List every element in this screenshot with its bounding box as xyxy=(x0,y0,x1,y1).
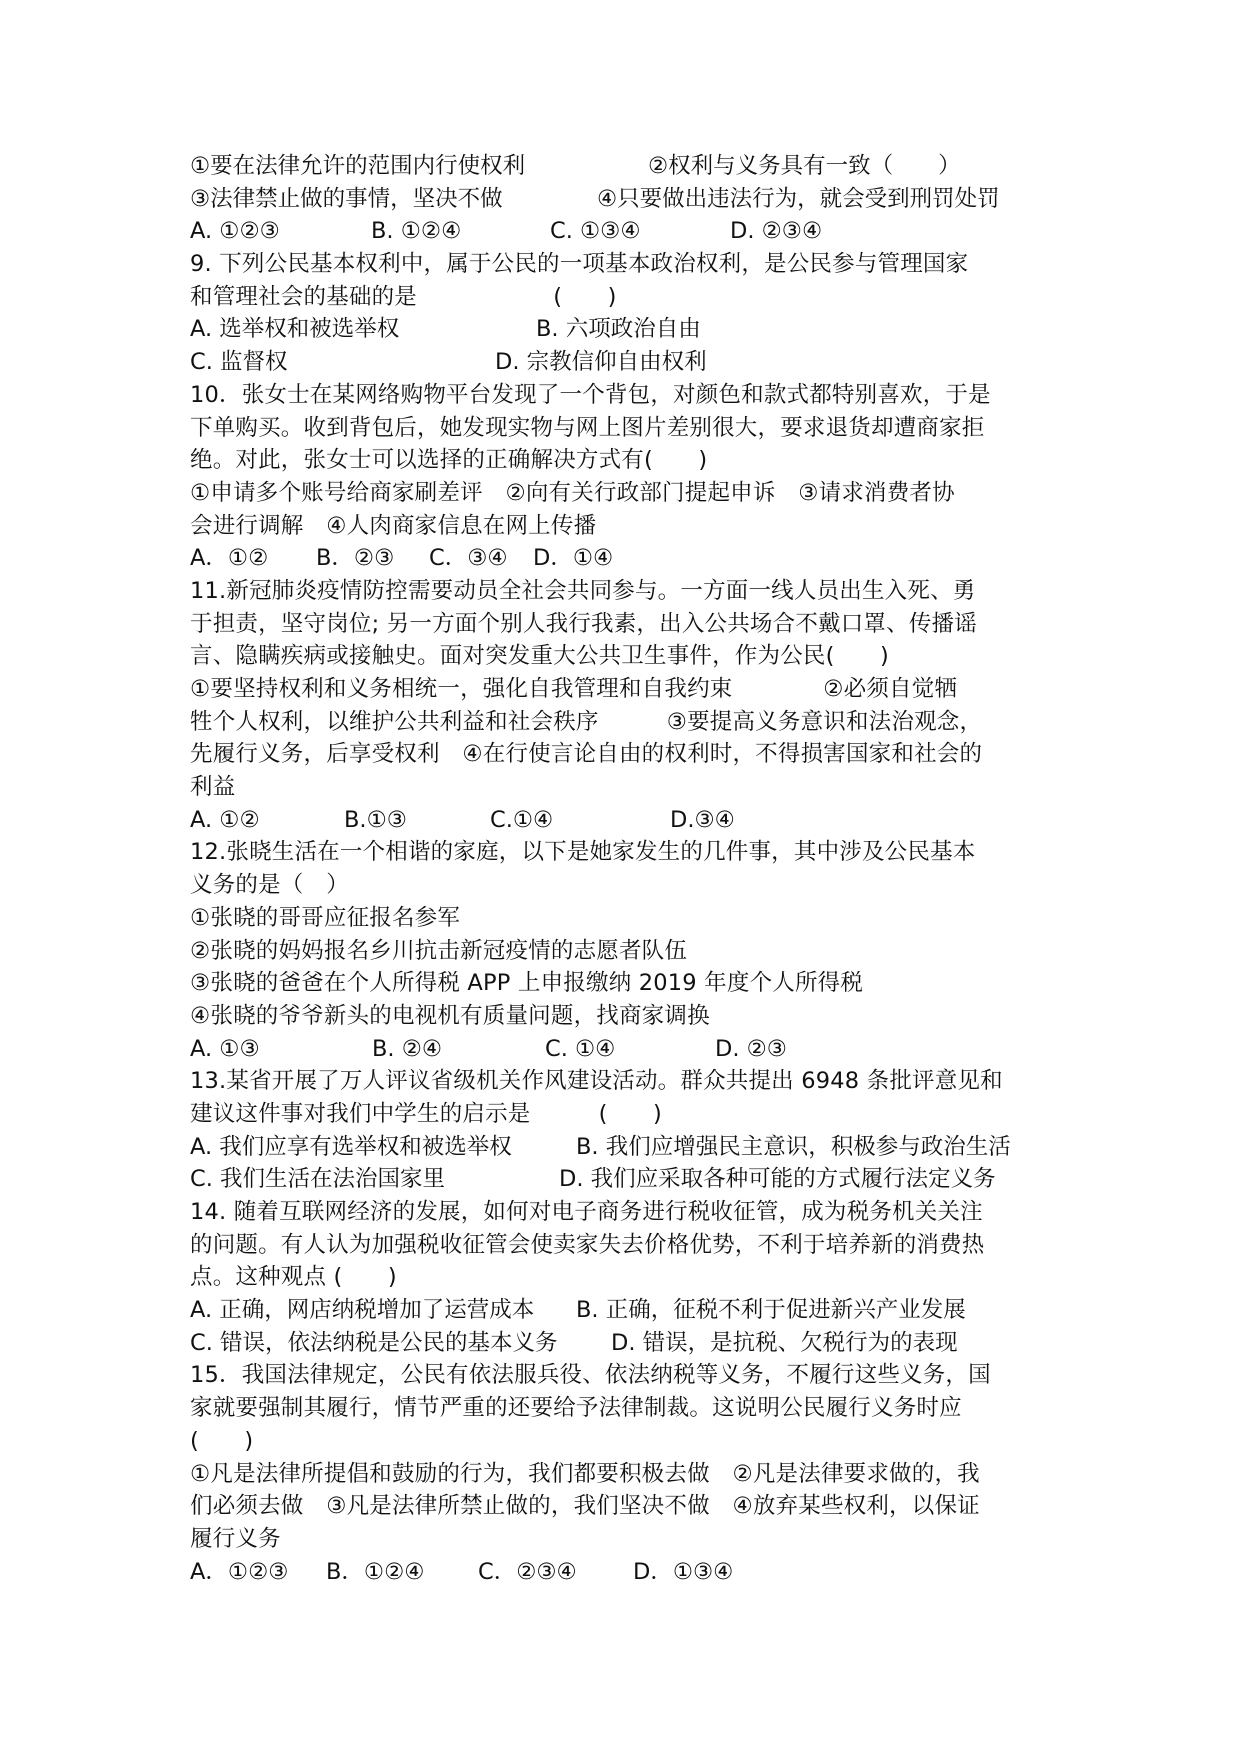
q14-choice-b: B. 正确，征税不利于促进新兴产业发展 xyxy=(576,1297,966,1324)
q11-options-line-4: 利益 xyxy=(190,774,236,801)
q13-choice-d: D. 我们应采取各种可能的方式履行法定义务 xyxy=(559,1166,996,1193)
q15-options-line-2: 们必须去做 ③凡是法律所禁止做的，我们坚决不做 ④放弃某些权利，以保证 xyxy=(190,1493,980,1520)
q9-stem-line-2: 和管理社会的基础的是 ( ) xyxy=(190,283,617,310)
q11-stem-line-3: 言、隐瞒疾病或接触史。面对突发重大公共卫生事件，作为公民( ) xyxy=(190,643,889,670)
q14-stem-line-1: 14. 随着互联网经济的发展，如何对电子商务进行税收征管，成为税务机关关注 xyxy=(190,1199,983,1225)
q11-choices xyxy=(190,804,1070,837)
q11-choice-a: A. ①② xyxy=(190,806,260,833)
q11-choice-b: B.①③ xyxy=(344,806,407,833)
q14-choice-d: D. 错误，是抗税、欠税行为的表现 xyxy=(611,1329,958,1356)
q11-choice-c: C.①④ xyxy=(490,806,554,833)
q11-options-line-2: 牲个人权利，以维护公共利益和社会秩序 ③要提高义务意识和法治观念， xyxy=(190,708,983,735)
q8-options-row-2 xyxy=(190,183,1070,216)
q12-option-2: ②张晓的妈妈报名乡川抗击新冠疫情的志愿者队伍 xyxy=(190,937,688,964)
q12-option-3: ③张晓的爸爸在个人所得税 APP 上申报缴纳 2019 年度个人所得税 xyxy=(190,970,864,997)
q12-option-4: ④张晓的爷爷新头的电视机有质量问题，找商家调换 xyxy=(190,1002,710,1029)
q10-stem-line-1: 10．张女士在某网络购物平台发现了一个背包，对颜色和款式都特别喜欢，于是 xyxy=(190,381,991,408)
q8-option-1: ①要在法律允许的范围内行使权利 xyxy=(190,153,526,179)
q12-stem-line-2: 义务的是（ ） xyxy=(190,872,349,899)
q10-choice-c: C．③④ xyxy=(429,545,508,572)
q13-choice-b: B. 我们应增强民主意识，积极参与政治生活 xyxy=(576,1133,1011,1160)
q9-choice-d: D. 宗教信仰自由权利 xyxy=(495,349,707,376)
q15-options-line-3: 履行义务 xyxy=(190,1525,281,1552)
q8-choice-d: D. ②③④ xyxy=(730,218,823,245)
q9-stem-line-1: 9. 下列公民基本权利中，属于公民的一项基本政治权利，是公民参与管理国家 xyxy=(190,251,969,278)
q14-choice-a: A. 正确，网店纳税增加了运营成本 xyxy=(190,1297,535,1324)
q14-choices-row-1 xyxy=(190,1294,1070,1327)
q15-choice-a: A．①②③ xyxy=(190,1558,289,1585)
q14-stem-line-2: 的问题。有人认为加强税收征管会使卖家失去价格优势，不利于培养新的消费热 xyxy=(190,1231,985,1258)
q15-stem-line-2: 家就要强制其履行，情节严重的还要给予法律制裁。这说明公民履行义务时应 xyxy=(190,1395,962,1422)
q15-choices xyxy=(190,1556,1070,1589)
q8-option-3: ③法律禁止做的事情，坚决不做 xyxy=(190,185,503,212)
q15-choice-d: D．①③④ xyxy=(633,1558,734,1585)
q9-choices-row-1 xyxy=(190,313,1070,346)
q10-options-line-1: ①申请多个账号给商家刷差评 ②向有关行政部门提起申诉 ③请求消费者协 xyxy=(190,479,955,506)
q10-stem-line-3: 绝。对此，张女士可以选择的正确解决方式有( ) xyxy=(190,447,708,474)
q11-options-line-3: 先履行义务，后享受权利 ④在行使言论自由的权利时，不得损害国家和社会的 xyxy=(190,741,983,768)
q11-stem-line-2: 于担责，坚守岗位; 另一方面个别人我行我素，出入公共场合不戴口罩、传播谣 xyxy=(190,610,977,637)
q12-option-1: ①张晓的哥哥应征报名参军 xyxy=(190,904,461,931)
q15-stem-line-3: ( ) xyxy=(190,1427,254,1454)
q10-stem-line-2: 下单购买。收到背包后，她发现实物与网上图片差别很大，要求退货却遭商家拒 xyxy=(190,414,985,441)
q10-choice-a: A．①② xyxy=(190,545,269,572)
q13-choices-row-2 xyxy=(190,1163,1070,1196)
q10-choice-b: B．②③ xyxy=(316,545,395,572)
q8-choice-b: B. ①②④ xyxy=(371,218,462,245)
q12-choice-c: C. ①④ xyxy=(545,1035,616,1062)
q13-choices-row-1 xyxy=(190,1131,1070,1164)
q12-choices xyxy=(190,1033,1070,1066)
q9-choice-a: A. 选举权和被选举权 xyxy=(190,316,400,343)
q14-stem-line-3: 点。这种观点 ( ) xyxy=(190,1264,397,1291)
q13-choice-a: A. 我们应享有选举权和被选举权 xyxy=(190,1133,512,1160)
q11-stem-line-1: 11.新冠肺炎疫情防控需要动员全社会共同参与。一方面一线人员出生入死、勇 xyxy=(190,577,976,604)
q12-choice-a: A. ①③ xyxy=(190,1035,260,1062)
q9-choice-b: B. 六项政治自由 xyxy=(536,316,701,343)
q14-choice-c: C. 错误，依法纳税是公民的基本义务 xyxy=(190,1329,558,1356)
q11-options-line-1: ①要坚持权利和义务相统一，强化自我管理和自我约束 ②必须自觉牺 xyxy=(190,676,958,702)
q9-choices-row-2 xyxy=(190,346,1070,379)
q8-choices xyxy=(190,215,1070,248)
q8-option-2: ②权利与义务具有一致（ ） xyxy=(648,153,961,179)
q10-choices xyxy=(190,542,1070,575)
q13-choice-c: C. 我们生活在法治国家里 xyxy=(190,1166,446,1193)
q15-choice-b: B．①②④ xyxy=(326,1558,425,1585)
exam-page xyxy=(190,150,1070,1588)
q14-choices-row-2 xyxy=(190,1327,1070,1360)
q12-choice-b: B. ②④ xyxy=(372,1035,443,1062)
q15-choice-c: C．②③④ xyxy=(478,1558,577,1585)
q8-options-row-1 xyxy=(190,150,1070,183)
q13-stem-line-2: 建议这件事对我们中学生的启示是 ( ) xyxy=(190,1100,662,1127)
q12-choice-d: D. ②③ xyxy=(715,1035,787,1062)
q8-choice-a: A. ①②③ xyxy=(190,218,280,245)
q10-choice-d: D．①④ xyxy=(533,545,614,572)
q13-stem-line-1: 13.某省开展了万人评议省级机关作风建设活动。群众共提出 6948 条批评意见和 xyxy=(190,1068,1003,1095)
q15-stem-line-1: 15．我国法律规定，公民有依法服兵役、依法纳税等义务，不履行这些义务，国 xyxy=(190,1362,991,1389)
q11-choice-d: D.③④ xyxy=(670,806,735,833)
q9-choice-c: C. 监督权 xyxy=(190,349,288,376)
q10-options-line-2: 会进行调解 ④人肉商家信息在网上传播 xyxy=(190,512,597,539)
q8-option-4: ④只要做出违法行为，就会受到刑罚处罚 xyxy=(597,185,1000,212)
q8-choice-c: C. ①③④ xyxy=(550,218,641,245)
q15-options-line-1: ①凡是法律所提倡和鼓励的行为，我们都要积极去做 ②凡是法律要求做的，我 xyxy=(190,1460,980,1487)
q12-stem-line-1: 12.张晓生活在一个相谐的家庭，以下是她家发生的几件事，其中涉及公民基本 xyxy=(190,839,976,866)
